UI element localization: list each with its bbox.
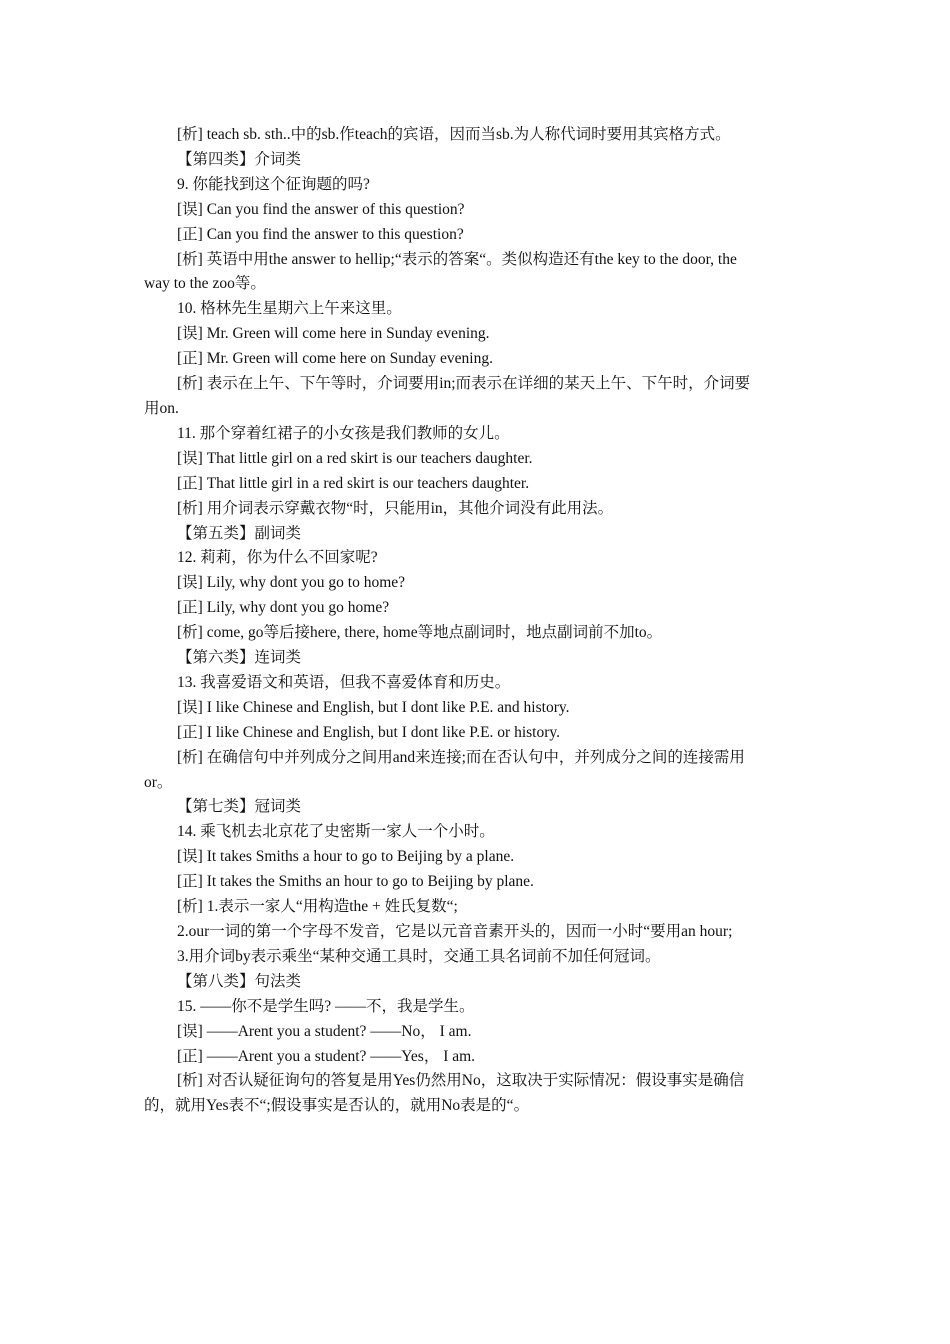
section-heading-adverbs: 【第五类】副词类 — [177, 524, 302, 542]
analysis-line: [析] teach sb. sth..中的sb.作teach的宾语，因而当sb.为人称代词时要用其宾格方式。 — [177, 126, 731, 143]
question-15: 15. ——你不是学生吗? ——不，我是学生。 — [177, 997, 475, 1015]
correct-sentence-11: [正] That little girl in a red skirt is our teachers daughter. — [177, 474, 530, 492]
analysis-14-point-1: [析] 1.表示一家人“用构造the + 姓氏复数“; — [177, 898, 458, 916]
section-heading-syntax: 【第八类】句法类 — [177, 972, 302, 990]
analysis-10: [析] 表示在上午、下午等时，介词要用in;而表示在详细的某天上午、下午时，介词要 — [177, 375, 751, 393]
analysis-13: [析] 在确信句中并列成分之间用and来连接;而在否认句中，并列成分之间的连接需用 — [177, 748, 745, 766]
analysis-15: [析] 对否认疑征询句的答复是用Yes仍然用No，这取决于实际情况：假设事实是确信 — [177, 1072, 745, 1090]
question-10: 10. 格林先生星期六上午来这里。 — [177, 300, 402, 318]
wrong-sentence-11: [误] That little girl on a red skirt is our teachers daughter. — [177, 449, 533, 467]
correct-sentence-15: [正] ——Arent you a student? ——Yes， I am. — [177, 1047, 476, 1065]
question-13: 13. 我喜爱语文和英语，但我不喜爱体育和历史。 — [177, 673, 511, 691]
document-body — [144, 123, 808, 1119]
correct-sentence-9: [正] Can you find the answer to this question? — [177, 225, 464, 243]
analysis-10-continued: 用on. — [144, 399, 179, 417]
section-heading-prepositions: 【第四类】介词类 — [177, 150, 302, 168]
wrong-sentence-9: [误] Can you find the answer of this question? — [177, 200, 465, 218]
question-9: 9. 你能找到这个征询题的吗? — [177, 175, 370, 193]
correct-sentence-14: [正] It takes the Smiths an hour to go to Beijing by plane. — [177, 873, 534, 891]
wrong-sentence-10: [误] Mr. Green will come here in Sunday evening. — [177, 325, 490, 343]
analysis-9-continued: way to the zoo等。 — [144, 275, 266, 293]
wrong-sentence-12: [误] Lily, why dont you go to home? — [177, 574, 406, 592]
question-11: 11. 那个穿着红裙子的小女孩是我们教师的女儿。 — [177, 424, 510, 442]
analysis-14-point-3: 3.用介词by表示乘坐“某种交通工具时，交通工具名词前不加任何冠词。 — [177, 947, 661, 965]
analysis-11: [析] 用介词表示穿戴衣物“时，只能用in，其他介词没有此用法。 — [177, 499, 614, 517]
correct-sentence-13: [正] I like Chinese and English, but I dont like P.E. or history. — [177, 723, 561, 741]
section-heading-conjunctions: 【第六类】连词类 — [177, 649, 302, 667]
analysis-9: [析] 英语中用the answer to hellip;“表示的答案“。类似构造还有the key to the door, the — [177, 250, 737, 268]
correct-sentence-12: [正] Lily, why dont you go home? — [177, 599, 390, 617]
analysis-13-continued: or。 — [144, 773, 173, 791]
wrong-sentence-15: [误] ——Arent you a student? ——No， I am. — [177, 1022, 472, 1040]
analysis-12: [析] come, go等后接here, there, home等地点副词时，地点副词前不加to。 — [177, 624, 663, 642]
wrong-sentence-13: [误] I like Chinese and English, but I dont like P.E. and history. — [177, 698, 570, 716]
correct-sentence-10: [正] Mr. Green will come here on Sunday evening. — [177, 350, 493, 368]
wrong-sentence-14: [误] It takes Smiths a hour to go to Beijing by a plane. — [177, 848, 515, 866]
analysis-15-continued: 的，就用Yes表不“;假设事实是否认的，就用No表是的“。 — [144, 1097, 530, 1115]
question-12: 12. 莉莉，你为什么不回家呢? — [177, 549, 378, 567]
question-14: 14. 乘飞机去北京花了史密斯一家人一个小时。 — [177, 823, 495, 841]
section-heading-articles: 【第七类】冠词类 — [177, 798, 302, 816]
analysis-14-point-2: 2.our一词的第一个字母不发音，它是以元音音素开头的，因而一小时“要用an hour; — [177, 923, 733, 940]
